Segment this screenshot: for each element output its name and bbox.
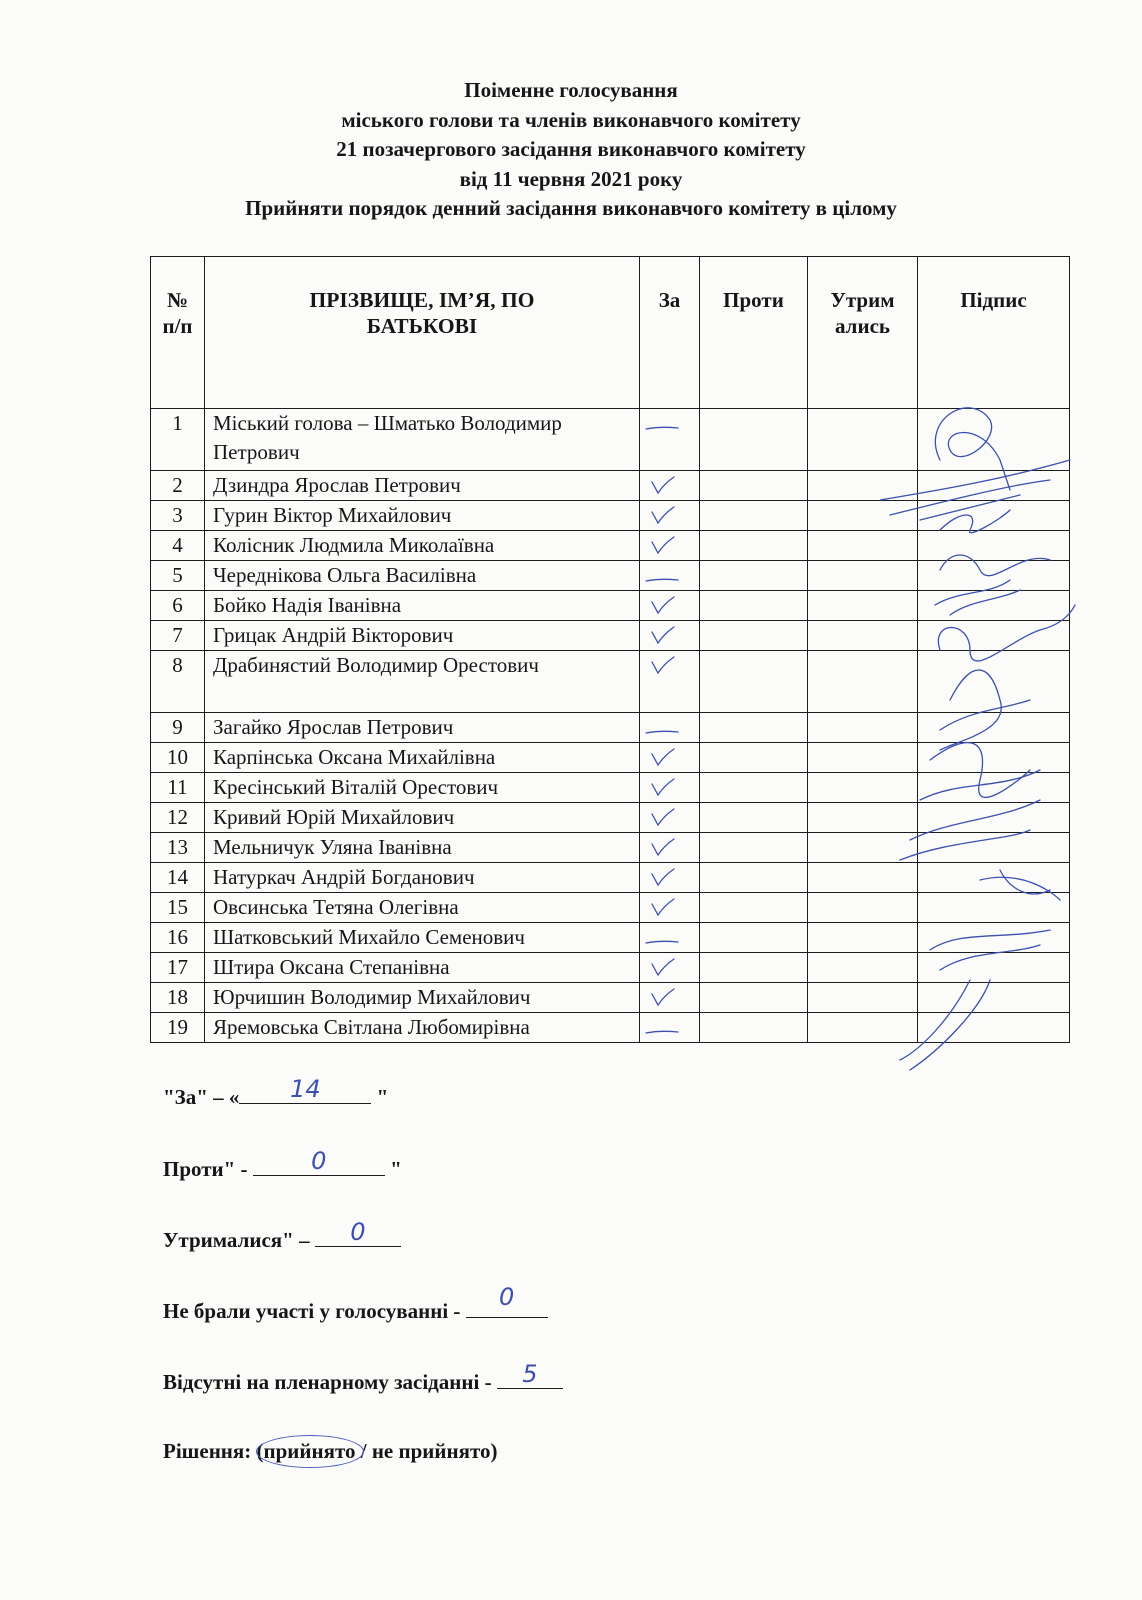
- row-number: 18: [151, 983, 205, 1013]
- row-number: 7: [151, 621, 205, 651]
- vote-abstained-cell: [808, 983, 918, 1013]
- vote-for-cell: [640, 471, 700, 501]
- dash-mark-icon: [646, 579, 678, 581]
- signature-cell: [918, 1013, 1070, 1043]
- row-number: 12: [151, 803, 205, 833]
- signature-cell: [918, 591, 1070, 621]
- row-number: 19: [151, 1013, 205, 1043]
- table-row: [151, 409, 1070, 471]
- table-row: [151, 501, 1070, 531]
- table-row: [151, 561, 1070, 591]
- vote-for-cell: [640, 923, 700, 953]
- signature-cell: [918, 773, 1070, 803]
- vote-abstained-cell: [808, 531, 918, 561]
- summary-absent-value: 5: [522, 1360, 538, 1388]
- decision-circle: [256, 1435, 364, 1468]
- table-row: [151, 651, 1070, 713]
- header-abstained: Утрим ались: [808, 257, 918, 409]
- check-mark-icon: [652, 477, 674, 493]
- check-mark-icon: [652, 627, 674, 643]
- row-number: 4: [151, 531, 205, 561]
- check-mark-icon: [652, 899, 674, 915]
- member-name: Драбинястий Володимир Орестович: [205, 651, 640, 713]
- vote-for-cell: [640, 773, 700, 803]
- vote-for-cell: [640, 803, 700, 833]
- header-subtitle: міського голови та членів виконавчого комітету: [341, 107, 801, 132]
- vote-against-cell: [700, 863, 808, 893]
- row-number: 5: [151, 561, 205, 591]
- summary-abstained-value: 0: [350, 1218, 366, 1246]
- row-number: 3: [151, 501, 205, 531]
- summary-not-voted-label: Не брали участі у голосуванні -: [163, 1299, 466, 1323]
- table-row: [151, 923, 1070, 953]
- summary-decision-open: (: [256, 1439, 264, 1463]
- summary-decision-rest: / не прийнято): [355, 1439, 498, 1463]
- signature-cell: [918, 983, 1070, 1013]
- header-date: від 11 червня 2021 року: [459, 166, 683, 191]
- summary-absent-label: Відсутні на пленарному засіданні -: [163, 1370, 497, 1394]
- dash-mark-icon: [646, 427, 678, 429]
- member-name: Яремовська Світлана Любомирівна: [205, 1013, 640, 1043]
- vote-against-cell: [700, 773, 808, 803]
- signature-cell: [918, 471, 1070, 501]
- vote-dash-mark: [640, 1013, 698, 1042]
- vote-abstained-cell: [808, 561, 918, 591]
- row-number: 16: [151, 923, 205, 953]
- voting-table: [150, 256, 1070, 1043]
- signature-cell: [918, 621, 1070, 651]
- summary-abstained: [163, 1218, 401, 1253]
- row-number: 9: [151, 713, 205, 743]
- check-mark-icon: [652, 537, 674, 553]
- vote-against-cell: [700, 531, 808, 561]
- vote-check-mark: [640, 743, 698, 772]
- member-name: Бойко Надія Іванівна: [205, 591, 640, 621]
- summary-against-end: ": [384, 1157, 402, 1181]
- summary-for-end: ": [371, 1085, 389, 1109]
- vote-against-cell: [700, 561, 808, 591]
- dash-mark-icon: [646, 941, 678, 943]
- vote-against-cell: [700, 803, 808, 833]
- member-name: Дзиндра Ярослав Петрович: [205, 471, 640, 501]
- summary-against-label: Проти" -: [163, 1157, 253, 1181]
- vote-check-mark: [640, 621, 698, 650]
- row-number: 10: [151, 743, 205, 773]
- table-row: [151, 893, 1070, 923]
- vote-check-mark: [640, 651, 698, 680]
- summary-abstained-label: Утрималися" –: [163, 1228, 315, 1252]
- table-row: [151, 863, 1070, 893]
- signature-cell: [918, 651, 1070, 713]
- row-number: 15: [151, 893, 205, 923]
- vote-against-cell: [700, 471, 808, 501]
- signature-cell: [918, 409, 1070, 471]
- vote-dash-mark: [640, 561, 698, 590]
- vote-against-cell: [700, 953, 808, 983]
- header-name: ПРІЗВИЩЕ, ІМ’Я, ПО БАТЬКОВІ: [205, 257, 640, 409]
- vote-against-cell: [700, 983, 808, 1013]
- vote-against-cell: [700, 743, 808, 773]
- table-header-row: [151, 257, 1070, 409]
- vote-abstained-cell: [808, 409, 918, 471]
- vote-check-mark: [640, 833, 698, 862]
- row-number: 11: [151, 773, 205, 803]
- vote-dash-mark: [640, 923, 698, 952]
- summary-not-voted-value: 0: [499, 1283, 515, 1311]
- vote-for-cell: [640, 561, 700, 591]
- vote-for-cell: [640, 621, 700, 651]
- member-name: Овсинська Тетяна Олегівна: [205, 893, 640, 923]
- summary-abstained-blank: [315, 1218, 401, 1247]
- signature-cell: [918, 531, 1070, 561]
- vote-abstained-cell: [808, 471, 918, 501]
- summary-absent: [163, 1360, 563, 1395]
- check-mark-icon: [652, 989, 674, 1005]
- member-name: Карпінська Оксана Михайлівна: [205, 743, 640, 773]
- signature-cell: [918, 863, 1070, 893]
- table-row: [151, 621, 1070, 651]
- summary-decision-accepted-wrap: [264, 1439, 356, 1463]
- vote-against-cell: [700, 833, 808, 863]
- table-row: [151, 713, 1070, 743]
- row-number: 1: [151, 409, 205, 471]
- vote-abstained-cell: [808, 651, 918, 713]
- header-signature: Підпис: [918, 257, 1070, 409]
- check-mark-icon: [652, 959, 674, 975]
- summary-absent-blank: [497, 1360, 563, 1389]
- summary-against-value: 0: [311, 1147, 327, 1175]
- table-row: [151, 1013, 1070, 1043]
- vote-abstained-cell: [808, 621, 918, 651]
- check-mark-icon: [652, 749, 674, 765]
- vote-check-mark: [640, 531, 698, 560]
- vote-against-cell: [700, 1013, 808, 1043]
- summary-for-label: "За" – «: [163, 1085, 240, 1109]
- member-name: Штира Оксана Степанівна: [205, 953, 640, 983]
- signature-cell: [918, 743, 1070, 773]
- vote-abstained-cell: [808, 773, 918, 803]
- row-number: 14: [151, 863, 205, 893]
- row-number: 17: [151, 953, 205, 983]
- row-number: 8: [151, 651, 205, 713]
- vote-for-cell: [640, 833, 700, 863]
- vote-check-mark: [640, 501, 698, 530]
- vote-against-cell: [700, 501, 808, 531]
- vote-for-cell: [640, 531, 700, 561]
- check-mark-icon: [652, 839, 674, 855]
- header-meeting: 21 позачергового засідання виконавчого комітету: [336, 137, 806, 161]
- summary-for-blank: [239, 1075, 371, 1104]
- member-name: Загайко Ярослав Петрович: [205, 713, 640, 743]
- vote-abstained-cell: [808, 863, 918, 893]
- signature-cell: [918, 713, 1070, 743]
- member-name: Грицак Андрій Вікторович: [205, 621, 640, 651]
- signature-cell: [918, 803, 1070, 833]
- vote-check-mark: [640, 863, 698, 892]
- document-header: [0, 76, 1142, 224]
- vote-abstained-cell: [808, 501, 918, 531]
- vote-against-cell: [700, 713, 808, 743]
- vote-for-cell: [640, 893, 700, 923]
- summary-decision-label: Рішення:: [163, 1439, 257, 1463]
- table-row: [151, 833, 1070, 863]
- table-row: [151, 953, 1070, 983]
- vote-check-mark: [640, 803, 698, 832]
- header-against: Проти: [700, 257, 808, 409]
- header-for: За: [640, 257, 700, 409]
- vote-for-cell: [640, 983, 700, 1013]
- table-row: [151, 591, 1070, 621]
- member-name: Мельничук Уляна Іванівна: [205, 833, 640, 863]
- vote-abstained-cell: [808, 1013, 918, 1043]
- signature-cell: [918, 561, 1070, 591]
- vote-for-cell: [640, 863, 700, 893]
- summary-not-voted: [163, 1283, 548, 1324]
- row-number: 6: [151, 591, 205, 621]
- table-row: [151, 773, 1070, 803]
- check-mark-icon: [652, 869, 674, 885]
- row-number: 2: [151, 471, 205, 501]
- summary-not-voted-blank: [466, 1283, 548, 1318]
- header-title: Поіменне голосування: [464, 78, 678, 102]
- vote-for-cell: [640, 953, 700, 983]
- vote-for-cell: [640, 743, 700, 773]
- row-number: 13: [151, 833, 205, 863]
- vote-check-mark: [640, 773, 698, 802]
- vote-for-cell: [640, 409, 700, 471]
- vote-against-cell: [700, 893, 808, 923]
- member-name: Міський голова – Шматько Володимир Петрович: [205, 409, 640, 471]
- summary-decision: [163, 1439, 497, 1464]
- vote-check-mark: [640, 953, 698, 982]
- member-name: Гурин Віктор Михайлович: [205, 501, 640, 531]
- vote-abstained-cell: [808, 591, 918, 621]
- member-name: Натуркач Андрій Богданович: [205, 863, 640, 893]
- member-name: Череднікова Ольга Василівна: [205, 561, 640, 591]
- check-mark-icon: [652, 779, 674, 795]
- member-name: Кривий Юрій Михайлович: [205, 803, 640, 833]
- vote-check-mark: [640, 893, 698, 922]
- vote-against-cell: [700, 651, 808, 713]
- header-agenda: Прийняти порядок денний засідання виконавчого комітету в цілому: [245, 196, 897, 220]
- signature-cell: [918, 953, 1070, 983]
- summary-against-blank: [253, 1147, 385, 1176]
- member-name: Шатковський Михайло Семенович: [205, 923, 640, 953]
- table-row: [151, 471, 1070, 501]
- summary-for: [163, 1075, 389, 1110]
- signature-cell: [918, 501, 1070, 531]
- vote-check-mark: [640, 471, 698, 500]
- table-row: [151, 983, 1070, 1013]
- table-row: [151, 803, 1070, 833]
- table-row: [151, 743, 1070, 773]
- summary-decision-accepted: прийнято: [263, 1439, 356, 1463]
- vote-for-cell: [640, 501, 700, 531]
- vote-check-mark: [640, 983, 698, 1012]
- vote-for-cell: [640, 651, 700, 713]
- check-mark-icon: [652, 657, 674, 673]
- vote-for-cell: [640, 591, 700, 621]
- member-name: Юрчишин Володимир Михайлович: [205, 983, 640, 1013]
- header-num: № п/п: [151, 257, 205, 409]
- summary-against: [163, 1147, 402, 1182]
- check-mark-icon: [652, 507, 674, 523]
- table-row: [151, 531, 1070, 561]
- vote-abstained-cell: [808, 893, 918, 923]
- vote-for-cell: [640, 713, 700, 743]
- signature-cell: [918, 833, 1070, 863]
- dash-mark-icon: [646, 1031, 678, 1033]
- dash-mark-icon: [646, 731, 678, 733]
- vote-abstained-cell: [808, 713, 918, 743]
- signature-cell: [918, 893, 1070, 923]
- vote-abstained-cell: [808, 923, 918, 953]
- check-mark-icon: [652, 597, 674, 613]
- vote-dash-mark: [640, 409, 698, 438]
- vote-against-cell: [700, 409, 808, 471]
- summary-for-value: 14: [290, 1075, 321, 1103]
- member-name: Кресінський Віталій Орестович: [205, 773, 640, 803]
- vote-against-cell: [700, 923, 808, 953]
- vote-check-mark: [640, 591, 698, 620]
- vote-against-cell: [700, 591, 808, 621]
- vote-against-cell: [700, 621, 808, 651]
- vote-dash-mark: [640, 713, 698, 742]
- member-name: Колісник Людмила Миколаївна: [205, 531, 640, 561]
- vote-abstained-cell: [808, 743, 918, 773]
- vote-abstained-cell: [808, 953, 918, 983]
- vote-abstained-cell: [808, 833, 918, 863]
- vote-for-cell: [640, 1013, 700, 1043]
- signature-cell: [918, 923, 1070, 953]
- vote-abstained-cell: [808, 803, 918, 833]
- check-mark-icon: [652, 809, 674, 825]
